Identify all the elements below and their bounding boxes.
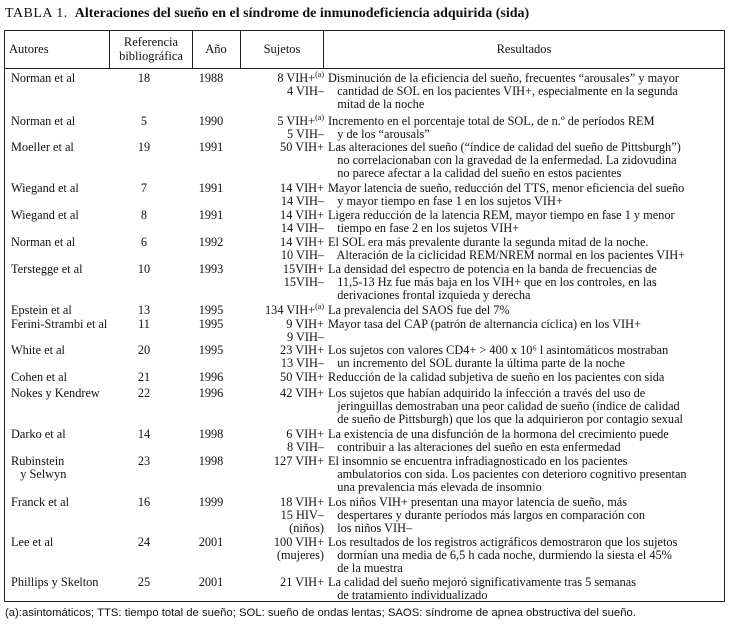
table-caption <box>5 6 529 22</box>
cell-resultados: Ligera reducción de la latencia REM, mayor tiempo en fase 1 y menor tiempo en fase 2 en los sujetos VIH+ <box>328 208 675 235</box>
cell-ano: 1998 <box>198 427 224 441</box>
cell-sujetos: 15VIH+ 15VIH– <box>282 262 324 289</box>
cell-referencia: 24 <box>137 535 151 549</box>
cell-sujetos: 134 VIH+$^{(a)}$ <box>265 301 324 317</box>
cell-referencia: 5 <box>140 114 148 128</box>
cell-resultados: La densidad del espectro de potencia en la banda de frecuencias de 11,5-13 Hz fue más baja en los VIH+ que en los controles, en las derivaciones frontal izquieda y derecha <box>328 262 657 302</box>
cell-resultados: Las alteraciones del sueño (“índice de calidad del sueño de Pittsburgh”) no correlacionaban con la gravedad de la enfermedad. La zidovudina no parece afectar a la calidad del sueño en estos pacientes <box>328 140 681 180</box>
cell-sujetos: 21 VIH+ <box>280 575 324 589</box>
cell-autores: Rubinstein y Selwyn <box>11 454 67 481</box>
cell-ano: 1991 <box>198 140 224 154</box>
header-autores: Autores <box>9 42 49 56</box>
cell-sujetos: 9 VIH+ 9 VIH– <box>286 317 324 344</box>
cell-sujetos: 6 VIH+ 8 VIH– <box>286 427 324 454</box>
cell-referencia: 13 <box>137 303 151 317</box>
cell-referencia: 25 <box>137 575 151 589</box>
cell-ano: 1999 <box>198 495 224 509</box>
cell-ano: 1991 <box>198 181 224 195</box>
cell-autores: Phillips y Skelton <box>11 575 99 589</box>
cell-ano: 2001 <box>198 535 224 549</box>
cell-referencia: 18 <box>137 71 151 85</box>
cell-autores: Cohen et al <box>11 370 68 384</box>
cell-autores: Ferini-Strambi et al <box>11 317 108 331</box>
header-resultados: Resultados <box>496 42 552 56</box>
cell-resultados: El insomnio se encuentra infradiagnosticado en los pacientes ambulatorios con sida. Los pacientes con deterioro cognitivo presentan una prevalencia más elevada de insomnio <box>328 454 687 494</box>
cell-sujetos: 50 VIH+ <box>280 140 324 154</box>
cell-referencia: 8 <box>140 208 148 222</box>
cell-resultados: Mayor latencia de sueño, reducción del TTS, menor eficiencia del sueño y mayor tiempo en fase 1 en los sujetos VIH+ <box>328 181 685 208</box>
cell-resultados: Los sujetos con valores CD4+ > 400 x 10⁶ l asintomáticos mostraban un incremento del SOL durante la última parte de la noche <box>328 343 669 370</box>
cell-autores: Norman et al <box>11 71 76 85</box>
cell-ano: 1995 <box>198 317 224 331</box>
header-referencia: Referencia bibliográfica <box>119 35 183 63</box>
cell-ano: 1995 <box>198 303 224 317</box>
sleep-alterations-table <box>4 30 725 602</box>
cell-referencia: 10 <box>137 262 151 276</box>
cell-referencia: 21 <box>137 370 151 384</box>
header-sujetos: Sujetos <box>263 42 301 56</box>
table-label: TABLA 1. <box>5 6 68 21</box>
cell-ano: 1991 <box>198 208 224 222</box>
table-title: Alteraciones del sueño en el síndrome de inmunodeficiencia adquirida (sida) <box>74 6 530 21</box>
cell-autores: Wiegand et al <box>11 181 79 195</box>
cell-ano: 1998 <box>198 454 224 468</box>
cell-sujetos: 50 VIH+ <box>280 370 324 384</box>
cell-autores: Nokes y Kendrew <box>11 386 100 400</box>
cell-resultados: La prevalencia del SAOS fue del 7% <box>328 303 510 317</box>
cell-sujetos: 42 VIH+ <box>280 386 324 400</box>
cell-sujetos: 18 VIH+ 15 HIV– (niños) <box>280 495 324 535</box>
cell-resultados: El SOL era más prevalente durante la segunda mitad de la noche. Alteración de la ciclicidad REM/NREM normal en los pacientes VIH+ <box>328 235 686 262</box>
cell-ano: 1993 <box>198 262 224 276</box>
cell-sujetos: 14 VIH+ 10 VIH– <box>280 235 324 262</box>
cell-sujetos: 23 VIH+ 13 VIH– <box>280 343 324 370</box>
cell-referencia: 11 <box>138 317 150 331</box>
cell-ano: 1996 <box>198 386 224 400</box>
cell-autores: Norman et al <box>11 114 76 128</box>
cell-sujetos: 8 VIH+$^{(a)}$ 4 VIH– <box>277 69 324 98</box>
cell-referencia: 20 <box>137 343 151 357</box>
cell-sujetos: 100 VIH+ (mujeres) <box>273 535 324 562</box>
cell-ano: 1992 <box>198 235 224 249</box>
cell-autores: White et al <box>11 343 65 357</box>
cell-resultados: Disminución de la eficiencia del sueño, frecuentes “arousales” y mayor cantidad de SOL en los pacientes VIH+, especialmente en la segunda mitad de la noche <box>328 71 680 111</box>
header-ano: Año <box>205 42 227 56</box>
cell-sujetos: 14 VIH+ 14 VIH– <box>280 181 324 208</box>
cell-autores: Terstegge et al <box>11 262 83 276</box>
cell-ano: 1995 <box>198 343 224 357</box>
cell-resultados: Los sujetos que habían adquirido la infección a través del uso de jeringuillas demostraban una peor calidad de sueño (índice de calidad de sueño de Pittsburgh) que los que la adquirieron por contagio sexual <box>328 386 683 426</box>
cell-ano: 1990 <box>198 114 224 128</box>
cell-referencia: 16 <box>137 495 151 509</box>
cell-autores: Wiegand et al <box>11 208 79 222</box>
cell-ano: 1988 <box>198 71 224 85</box>
cell-sujetos: 5 VIH+$^{(a)}$ 5 VIH– <box>277 112 324 141</box>
cell-autores: Darko et al <box>11 427 66 441</box>
cell-sujetos: 14 VIH+ 14 VIH– <box>280 208 324 235</box>
cell-referencia: 19 <box>137 140 151 154</box>
cell-autores: Moeller et al <box>11 140 74 154</box>
table-footnote: (a):asintomáticos; TTS: tiempo total de sueño; SOL: sueño de ondas lentas; SAOS: síndrome de apnea obstructiva del sueño. <box>5 607 636 619</box>
cell-referencia: 23 <box>137 454 151 468</box>
cell-autores: Epstein et al <box>11 303 72 317</box>
cell-ano: 2001 <box>198 575 224 589</box>
cell-resultados: Los resultados de los registros actigráficos demostraron que los sujetos dormían una media de 6,5 h cada noche, durmiendo la siesta el 45% de la muestra <box>328 535 678 575</box>
cell-resultados: Mayor tasa del CAP (patrón de alternancia cíclica) en los VIH+ <box>328 317 641 331</box>
cell-referencia: 22 <box>137 386 151 400</box>
cell-referencia: 7 <box>140 181 148 195</box>
table-header <box>5 31 724 69</box>
cell-referencia: 14 <box>137 427 151 441</box>
cell-sujetos: 127 VIH+ <box>273 454 324 468</box>
cell-resultados: La existencia de una disfunción de la hormona del crecimiento puede contribuir a las alteraciones del sueño en esta enfermedad <box>328 427 669 454</box>
cell-referencia: 6 <box>140 235 148 249</box>
cell-resultados: Los niños VIH+ presentan una mayor latencia de sueño, más despertares y durante períodos más largos en comparación con los niños VIH– <box>328 495 645 535</box>
cell-autores: Lee et al <box>11 535 54 549</box>
cell-resultados: Incremento en el porcentaje total de SOL, de n.º de períodos REM y de los “arousals” <box>328 114 655 141</box>
cell-resultados: La calidad del sueño mejoró significativamente tras 5 semanas de tratamiento individualizado <box>328 575 636 602</box>
cell-autores: Norman et al <box>11 235 76 249</box>
cell-resultados: Reducción de la calidad subjetiva de sueño en los pacientes con sida <box>328 370 665 384</box>
cell-autores: Franck et al <box>11 495 70 509</box>
cell-ano: 1996 <box>198 370 224 384</box>
